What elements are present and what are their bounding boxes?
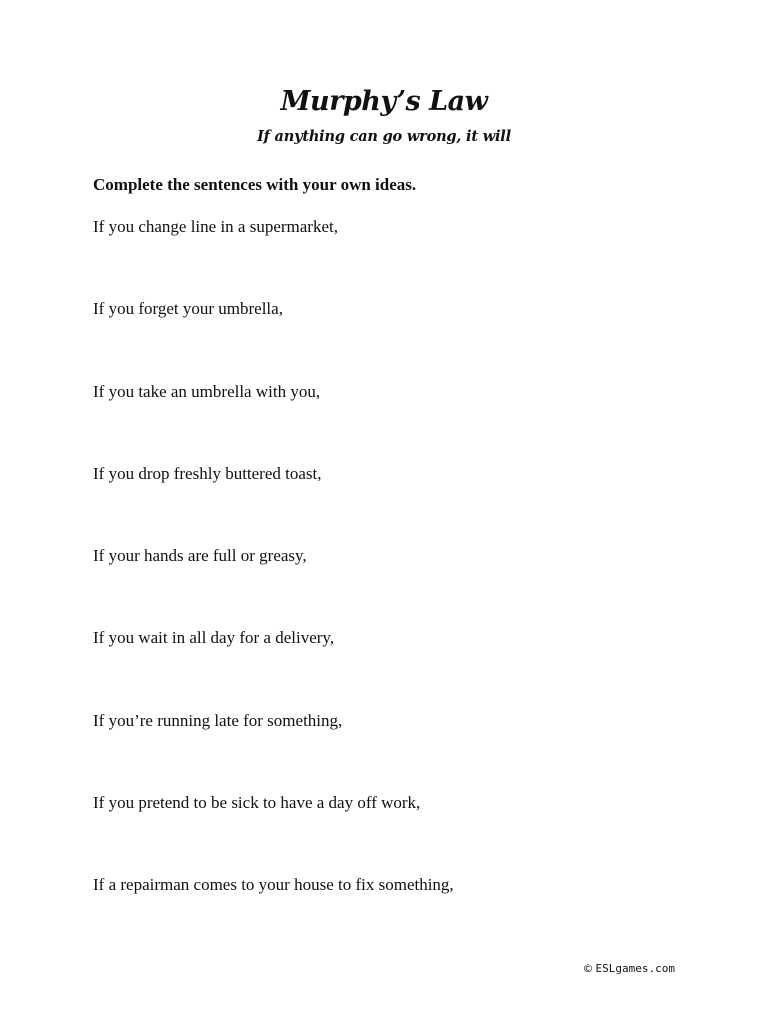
prompt-item: If you drop freshly buttered toast, [93, 463, 322, 483]
prompt-list [93, 215, 454, 956]
prompt-item: If you’re running late for something, [93, 710, 343, 730]
prompt-item: If a repairman comes to your house to fix something, [93, 875, 454, 895]
prompt-item: If your hands are full or greasy, [93, 546, 307, 566]
prompt-item: If you forget your umbrella, [93, 299, 283, 319]
copyright-icon: © [582, 962, 594, 975]
prompt-item: If you take an umbrella with you, [93, 381, 321, 401]
prompt-item: If you pretend to be sick to have a day off work, [93, 793, 421, 813]
prompt-item: If you change line in a supermarket, [93, 217, 338, 236]
footer-credit [583, 962, 675, 975]
footer-text: ESLgames.com [595, 962, 675, 975]
page-subtitle: If anything can go wrong, it will [257, 128, 511, 145]
instructions: Complete the sentences with your own ideas. [93, 175, 417, 194]
prompt-item: If you wait in all day for a delivery, [93, 628, 335, 648]
page-title: Murphy’s Law [280, 86, 488, 117]
